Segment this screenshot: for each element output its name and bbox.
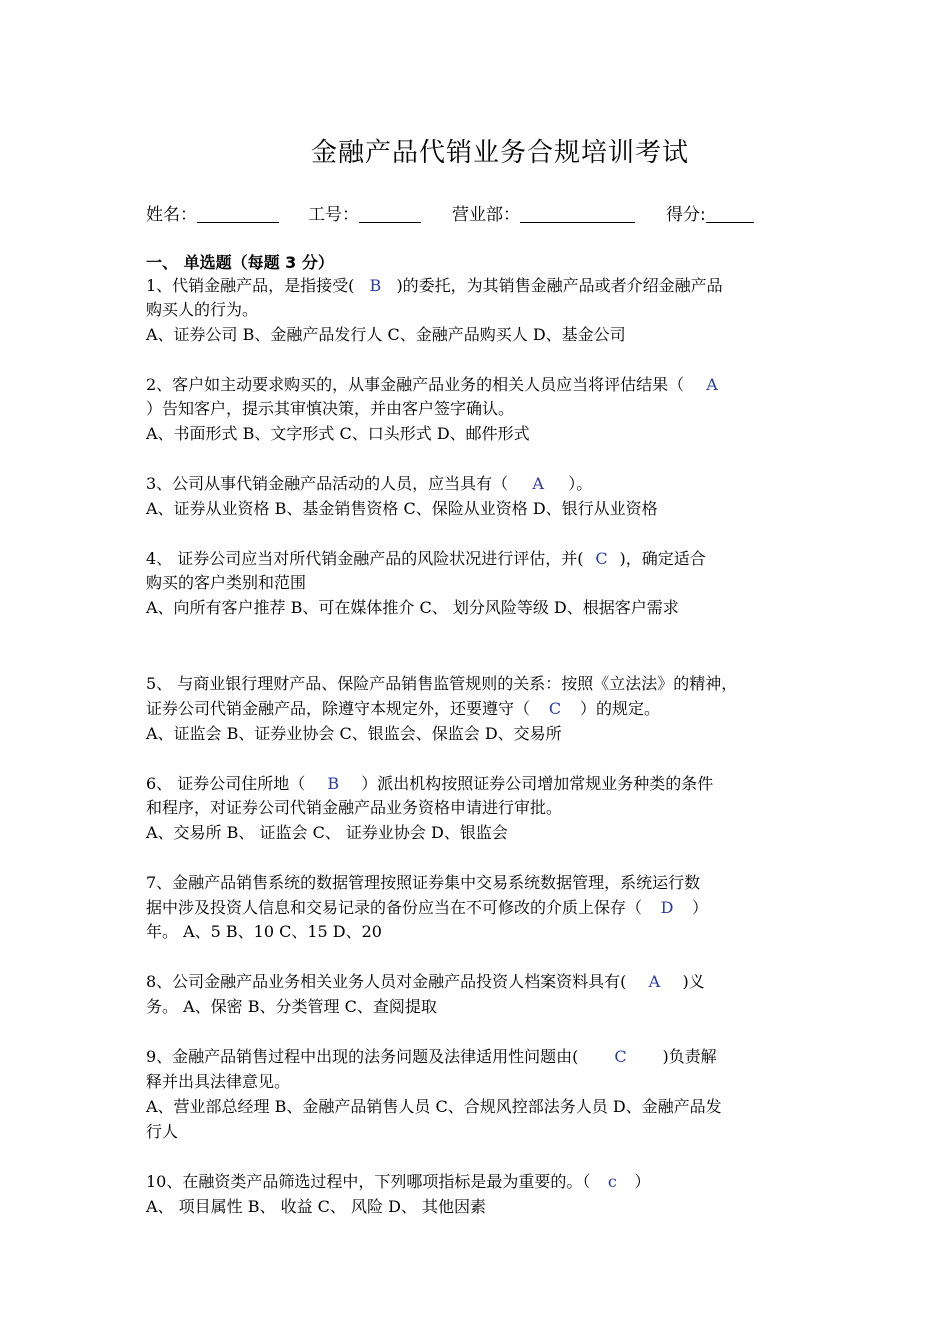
question-7-line-1: 7、金融产品销售系统的数据管理按照证券集中交易系统数据管理，系统运行数 bbox=[146, 873, 701, 892]
answer-10: c bbox=[607, 1172, 617, 1191]
question-5-options: A、证监会 B、证券业协会 C、银监会、保监会 D、交易所 bbox=[146, 724, 562, 743]
question-8-line-2: 务。 A、保密 B、分类管理 C、查阅提取 bbox=[146, 997, 437, 1016]
question-5-line-1: 5、 与商业银行理财产品、保险产品销售监管规则的关系：按照《立法法》的精神， bbox=[146, 674, 738, 693]
question-6-options: A、交易所 B、 证监会 C、 证券业协会 D、银监会 bbox=[146, 823, 508, 842]
answer-9: C bbox=[614, 1047, 627, 1066]
section-title: 一、 单选题（每题 3 分） bbox=[146, 253, 334, 272]
name-blank[interactable] bbox=[197, 204, 279, 223]
question-9-line-2: 释并出具法律意见。 bbox=[146, 1072, 291, 1091]
question-5-line-2: 证券公司代销金融产品，除遵守本规定外，还要遵守（ C ）的规定。 bbox=[146, 697, 811, 721]
question-8-line-1: 8、公司金融产品业务相关业务人员对金融产品投资人档案资料具有( A )义 bbox=[146, 970, 811, 994]
answer-1: B bbox=[369, 276, 382, 295]
question-4-line-2: 购买的客户类别和范围 bbox=[146, 573, 307, 592]
question-7-line-2: 据中涉及投资人信息和交易记录的备份应当在不可修改的介质上保存（ D ） bbox=[146, 896, 811, 920]
question-1-line-1: 1、代销金融产品，是指接受( B )的委托，为其销售金融产品或者介绍金融产品 bbox=[146, 274, 811, 298]
answer-8: A bbox=[648, 972, 661, 991]
id-field bbox=[308, 200, 421, 225]
dept-blank[interactable] bbox=[520, 204, 635, 223]
question-4-line-1: 4、 证券公司应当对所代销金融产品的风险状况进行评估，并( C )，确定适合 bbox=[146, 547, 811, 571]
answer-3: A bbox=[532, 474, 544, 493]
answer-5: C bbox=[548, 699, 562, 718]
exam-header bbox=[146, 200, 806, 226]
question-9-options-cont: 行人 bbox=[146, 1122, 179, 1141]
name-label: 姓名： bbox=[146, 205, 197, 225]
answer-6: B bbox=[327, 774, 340, 793]
question-1-line-2: 购买人的行为。 bbox=[146, 300, 259, 319]
dept-field bbox=[452, 200, 635, 225]
question-10-options: A、 项目属性 B、 收益 C、 风险 D、 其他因素 bbox=[146, 1197, 486, 1216]
question-2-line-1: 2、客户如主动要求购买的，从事金融产品业务的相关人员应当将评估结果（ A bbox=[146, 373, 811, 397]
id-blank[interactable] bbox=[359, 204, 421, 223]
question-2-line-2: ）告知客户，提示其审慎决策，并由客户签字确认。 bbox=[146, 399, 515, 418]
question-7-options: 年。 A、5 B、10 C、15 D、20 bbox=[146, 922, 382, 941]
score-blank[interactable] bbox=[706, 204, 754, 223]
id-label: 工号： bbox=[308, 205, 359, 225]
name-field bbox=[146, 200, 279, 225]
question-4-options: A、向所有客户推荐 B、可在媒体推介 C、 划分风险等级 D、根据客户需求 bbox=[146, 598, 679, 617]
question-6-line-1: 6、 证券公司住所地（ B ）派出机构按照证券公司增加常规业务种类的条件 bbox=[146, 772, 811, 796]
score-field bbox=[666, 200, 754, 225]
score-label: 得分: bbox=[666, 205, 706, 225]
dept-label: 营业部： bbox=[452, 205, 520, 225]
answer-4: C bbox=[595, 549, 608, 568]
answer-2: A bbox=[706, 375, 718, 394]
question-2-options: A、书面形式 B、文字形式 C、口头形式 D、邮件形式 bbox=[146, 424, 530, 443]
question-3-options: A、证券从业资格 B、基金销售资格 C、保险从业资格 D、银行从业资格 bbox=[146, 499, 658, 518]
question-9-line-1: 9、金融产品销售过程中出现的法务问题及法律适用性问题由( C )负责解 bbox=[146, 1045, 811, 1069]
question-3-line-1: 3、公司从事代销金融产品活动的人员，应当具有（ A ）。 bbox=[146, 472, 811, 496]
question-1-options: A、证券公司 B、金融产品发行人 C、金融产品购买人 D、基金公司 bbox=[146, 325, 626, 344]
answer-7: D bbox=[660, 898, 674, 917]
question-10-line-1: 10、在融资类产品筛选过程中，下列哪项指标是最为重要的。（ c ） bbox=[146, 1170, 811, 1194]
exam-title: 金融产品代销业务合规培训考试 bbox=[310, 138, 689, 168]
question-6-line-2: 和程序，对证券公司代销金融产品业务资格申请进行审批。 bbox=[146, 798, 563, 817]
question-9-options: A、营业部总经理 B、金融产品销售人员 C、合规风控部法务人员 D、金融产品发 bbox=[146, 1097, 722, 1116]
